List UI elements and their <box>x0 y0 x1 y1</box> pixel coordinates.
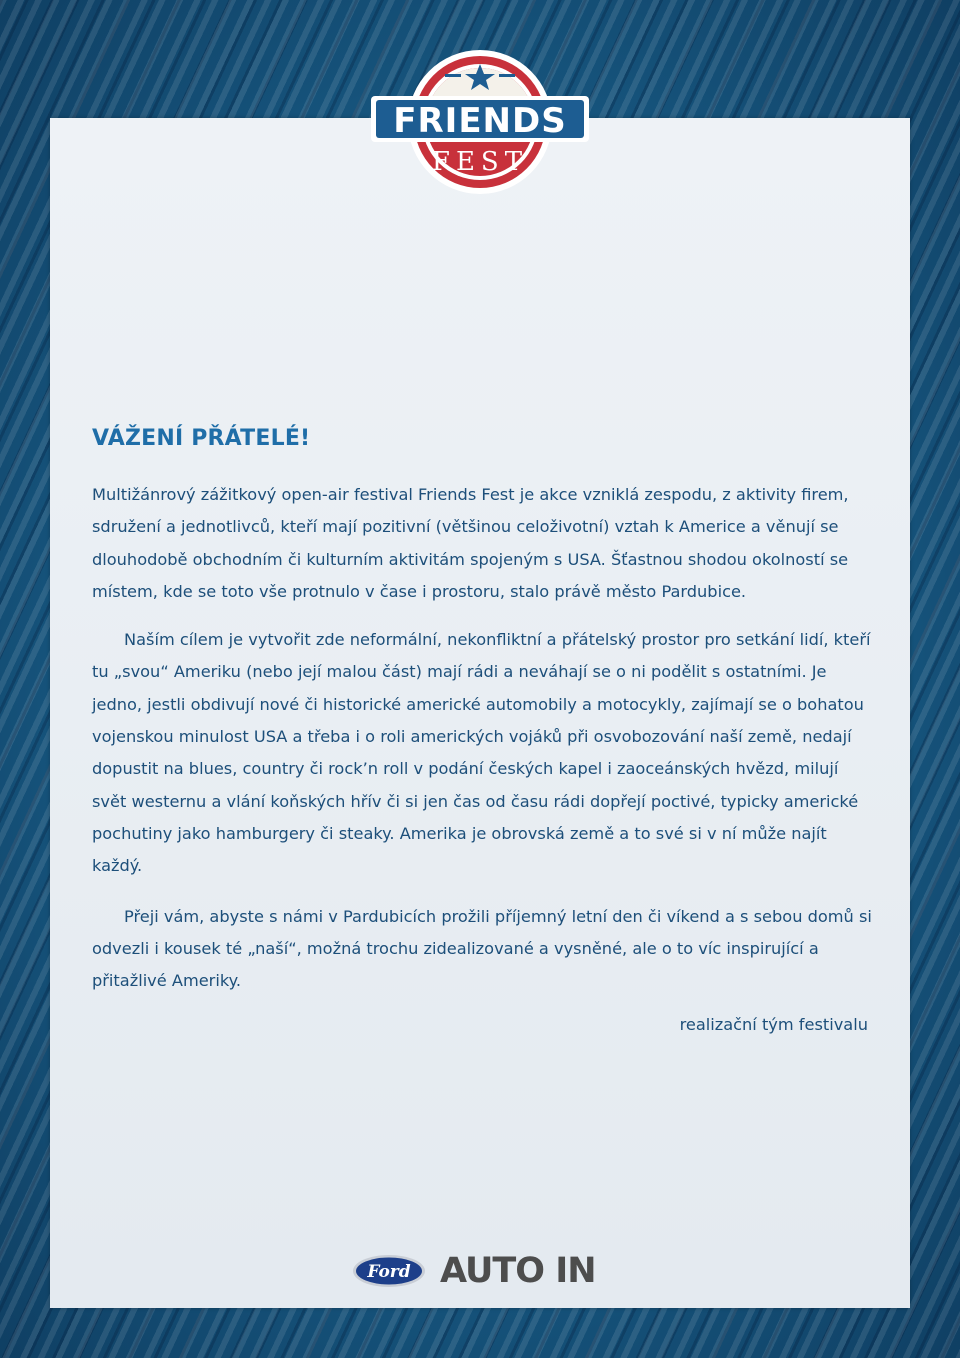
friends-fest-logo <box>365 40 595 200</box>
letter-paragraph-1: Multižánrový zážitkový open-air festival Friends Fest je akce vzniklá zespodu, z aktivity firem, sdružení a jednotlivců, kteří mají pozitivní (většinou celoživotní) vztah k Americe a věnují se dlouhodobě obchodním či kulturním aktivitám spojeným s USA. Šťastnou shodou okolností se místem, kde se toto vše protnulo v čase i prostoru, stalo právě město Pardubice. <box>92 485 849 601</box>
letter-signature: realizační tým festivalu <box>679 1015 868 1035</box>
sponsor-logo <box>352 1248 612 1294</box>
logo-line-right <box>499 74 515 77</box>
letter-paragraph-3: Přeji vám, abyste s námi v Pardubicích prožili příjemný letní den či víkend a s sebou domů si odvezli i kousek té „naší“, možná trochu zidealizované a vysněné, ale o to víc inspirující a přitažlivé Ameriky. <box>92 906 872 991</box>
ford-wordmark: Ford <box>367 1262 411 1282</box>
logo-line-left <box>445 74 461 77</box>
letter-heading: VÁŽENÍ PŘÁTELÉ! <box>92 426 311 451</box>
logo-top-word: FRIENDS <box>393 101 567 141</box>
sponsor-name: AUTO IN <box>440 1251 596 1291</box>
letter-content <box>92 426 872 1034</box>
letter-paragraph-2: Naším cílem je vytvořit zde neformální, nekonfliktní a přátelský prostor pro setkání lidí, kteří tu „svou“ Ameriku (nebo její malou část) mají rádi a neváhají se o ni podělit s ostatními. Je jedno, jestli obdivují nové či historické americké automobily a motocykly, zajímají se o bohatou vojenskou minulost USA a třeba i o roli amerických vojáků při osvobozování naší země, nedají dopustit na blues, country či rock’n roll v podání českých kapel i zaoceánských hvězd, milují svět westernu a vlání koňských hřív či si jen čas od času rádi dopřejí poctivé, typicky americké pochutiny jako hamburgery či steaky. Amerika je obrovská země a to své si v ní může najít každý. <box>92 630 871 876</box>
ford-logo-icon <box>352 1254 426 1288</box>
logo-bottom-word: FEST <box>431 147 529 177</box>
